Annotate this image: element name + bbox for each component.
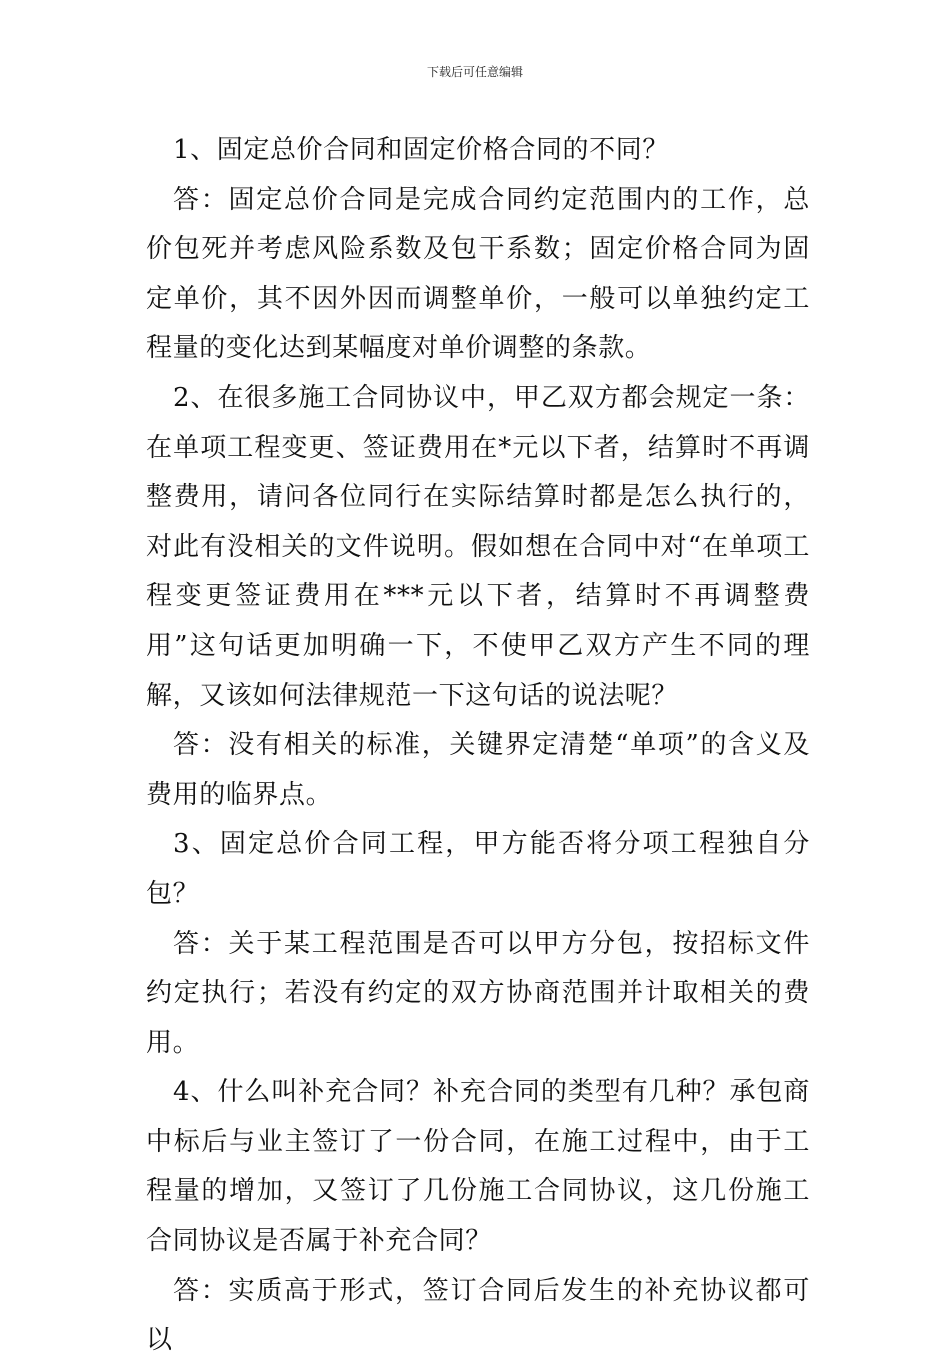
answer-1: 答：固定总价合同是完成合同约定范围内的工作，总价包死并考虑风险系数及包干系数；固定价格合同为固定单价，其不因外因而调整单价，一般可以单独约定工程量的变化达到某幅度对单价调整的条款。 [146, 184, 810, 364]
document-body [146, 126, 810, 1366]
answer-4: 答：实质高于形式，签订合同后发生的补充协议都可以 [146, 1275, 810, 1356]
question-3: 3、固定总价合同工程，甲方能否将分项工程独自分包？ [146, 829, 810, 909]
answer-2: 答：没有相关的标准，关键界定清楚“单项”的含义及费用的临界点。 [146, 730, 810, 810]
answer-3: 答：关于某工程范围是否可以甲方分包，按招标文件约定执行；若没有约定的双方协商范围并计取相关的费用。 [146, 928, 810, 1058]
page-header: 下载后可任意编辑 [426, 65, 523, 79]
question-4: 4、什么叫补充合同？补充合同的类型有几种？承包商中标后与业主签订了一份合同，在施工过程中，由于工程量的增加，又签订了几份施工合同协议，这几份施工合同协议是否属于补充合同？ [146, 1077, 810, 1257]
question-2: 2、在很多施工合同协议中，甲乙双方都会规定一条：在单项工程变更、签证费用在*元以下者，结算时不再调整费用，请问各位同行在实际结算时都是怎么执行的，对此有没相关的文件说明。假如想在合同中对“在单项工程变更签证费用在***元以下者，结算时不再调整费用”这句话更加明确一下，不使甲乙双方产生不同的理解，又该如何法律规范一下这句话的说法呢？ [146, 382, 810, 711]
question-1: 1、固定总价合同和固定价格合同的不同？ [173, 135, 669, 165]
